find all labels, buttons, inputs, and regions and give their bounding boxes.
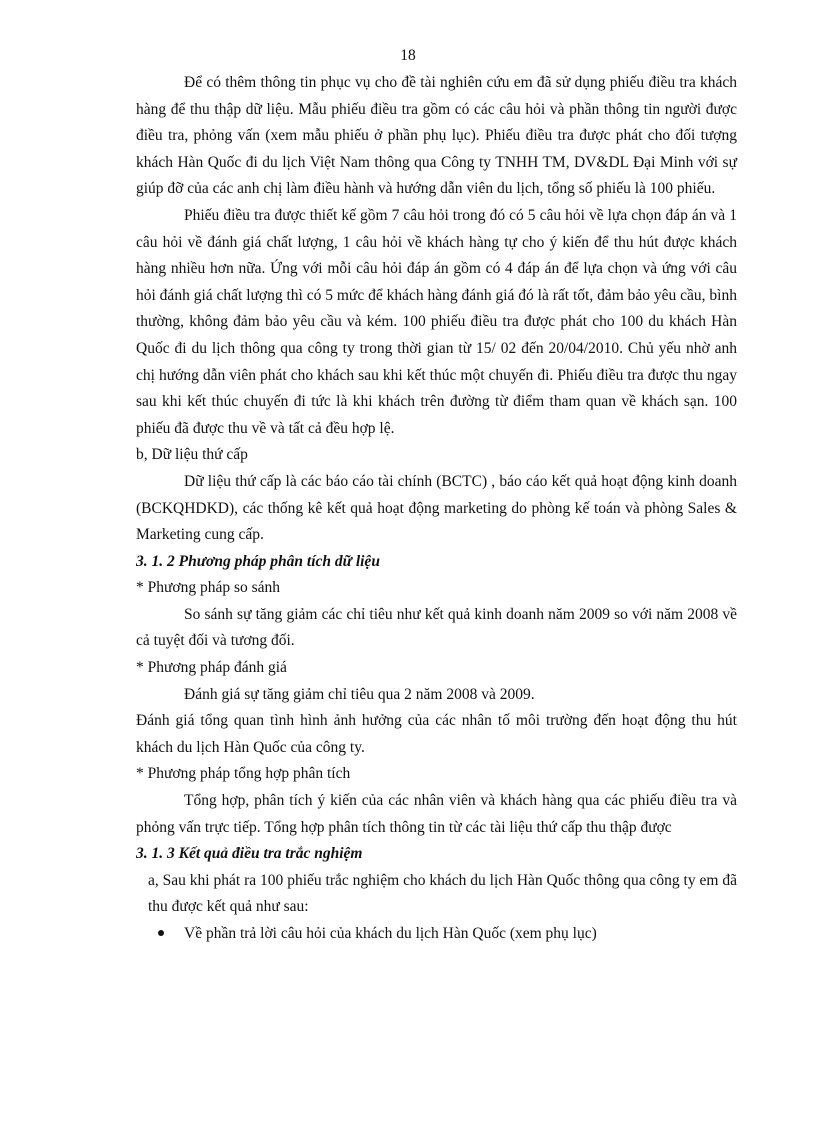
paragraph-evaluation-overview: Đánh giá tổng quan tình hình ảnh hưởng của các nhân tố môi trường đến hoạt động thu hút khách du lịch Hàn Quốc của công ty.: [136, 712, 737, 756]
method-comparison-label: * Phương pháp so sánh: [136, 579, 281, 597]
subsection-label-secondary-data: b, Dữ liệu thứ cấp: [136, 446, 248, 464]
paragraph-survey-design: Phiếu điều tra được thiết kế gồm 7 câu hỏi trong đó có 5 câu hỏi về lựa chọn đáp án và 1 câu hỏi về đánh giá chất lượng, 1 câu hỏi về khách hàng tự cho ý kiến để thu hút được khách hàng nhiều hơn nữa. Ứng với mỗi câu hỏi đáp án gồm có 4 đáp án để lựa chọn và ứng với câu hỏi đánh giá chất lượng thì có 5 mức để khách hàng đánh giá đó là rất tốt, đảm bảo yêu cầu, bình thường, không đảm bảo yêu cầu và kém. 100 phiếu điều tra được phát cho 100 du khách Hàn Quốc đi du lịch thông qua công ty trong thời gian từ 15/ 02 đến 20/04/2010. Chủ yếu nhờ anh chị hướng dẫn viên phát cho khách sau khi kết thúc một chuyến đi. Phiếu điều tra được thu ngay sau khi kết thúc chuyến đi tức là khi khách trên đường từ điểm tham quan về khách sạn. 100 phiếu đã được thu về và tất cả đều hợp lệ.: [136, 206, 737, 437]
paragraph-secondary-data: Dữ liệu thứ cấp là các báo cáo tài chính (BCTC) , báo cáo kết quả hoạt động kinh doanh (BCKQHDKD), các thống kê kết quả hoạt động marketing do phòng kế toán và phòng Sales & Marketing cung cấp.: [136, 472, 737, 544]
bullet-dot-icon: [136, 921, 184, 948]
bullet-text: Về phần trả lời câu hỏi của khách du lịch Hàn Quốc (xem phụ lục): [184, 925, 597, 942]
paragraph-synthesis: Tổng hợp, phân tích ý kiến của các nhân viên và khách hàng qua các phiếu điều tra và phỏng vấn trực tiếp. Tổng hợp phân tích thông tin từ các tài liệu thứ cấp thu thập được: [136, 792, 737, 836]
paragraph-results-intro: a, Sau khi phát ra 100 phiếu trắc nghiệm cho khách du lịch Hàn Quốc thông qua công ty em đã thu được kết quả như sau:: [148, 871, 737, 916]
paragraph-evaluation: Đánh giá sự tăng giảm chỉ tiêu qua 2 năm 2008 và 2009.: [184, 685, 535, 703]
paragraph-survey-intro: Để có thêm thông tin phục vụ cho đề tài nghiên cứu em đã sử dụng phiếu điều tra khách hàng để thu thập dữ liệu. Mẫu phiếu điều tra gồm có các câu hỏi và phần thông tin người được điều tra, phỏng vấn (xem mẫu phiếu ở phần phụ lục). Phiếu điều tra được phát cho đối tượng khách Hàn Quốc đi du lịch Việt Nam thông qua Công ty TNHH TM, DV&DL Đại Minh với sự giúp đỡ của các anh chị làm điều hành và hướng dẫn viên du lịch, tổng số phiếu là 100 phiếu.: [136, 74, 737, 198]
paragraph-comparison: So sánh sự tăng giảm các chỉ tiêu như kết quả kinh doanh năm 2009 so với năm 2008 về cả tuyệt đối và tương đối.: [136, 605, 737, 650]
page-body: [136, 70, 737, 948]
section-heading-analysis-method: 3. 1. 2 Phương pháp phân tích dữ liệu: [136, 552, 380, 570]
method-evaluation-label: * Phương pháp đánh giá: [136, 659, 287, 677]
page-number: 18: [400, 47, 416, 64]
bullet-item: [136, 921, 737, 948]
method-synthesis-label: * Phương pháp tổng hợp phân tích: [136, 765, 351, 783]
section-heading-survey-results: 3. 1. 3 Kết quả điều tra trắc nghiệm: [136, 845, 363, 863]
